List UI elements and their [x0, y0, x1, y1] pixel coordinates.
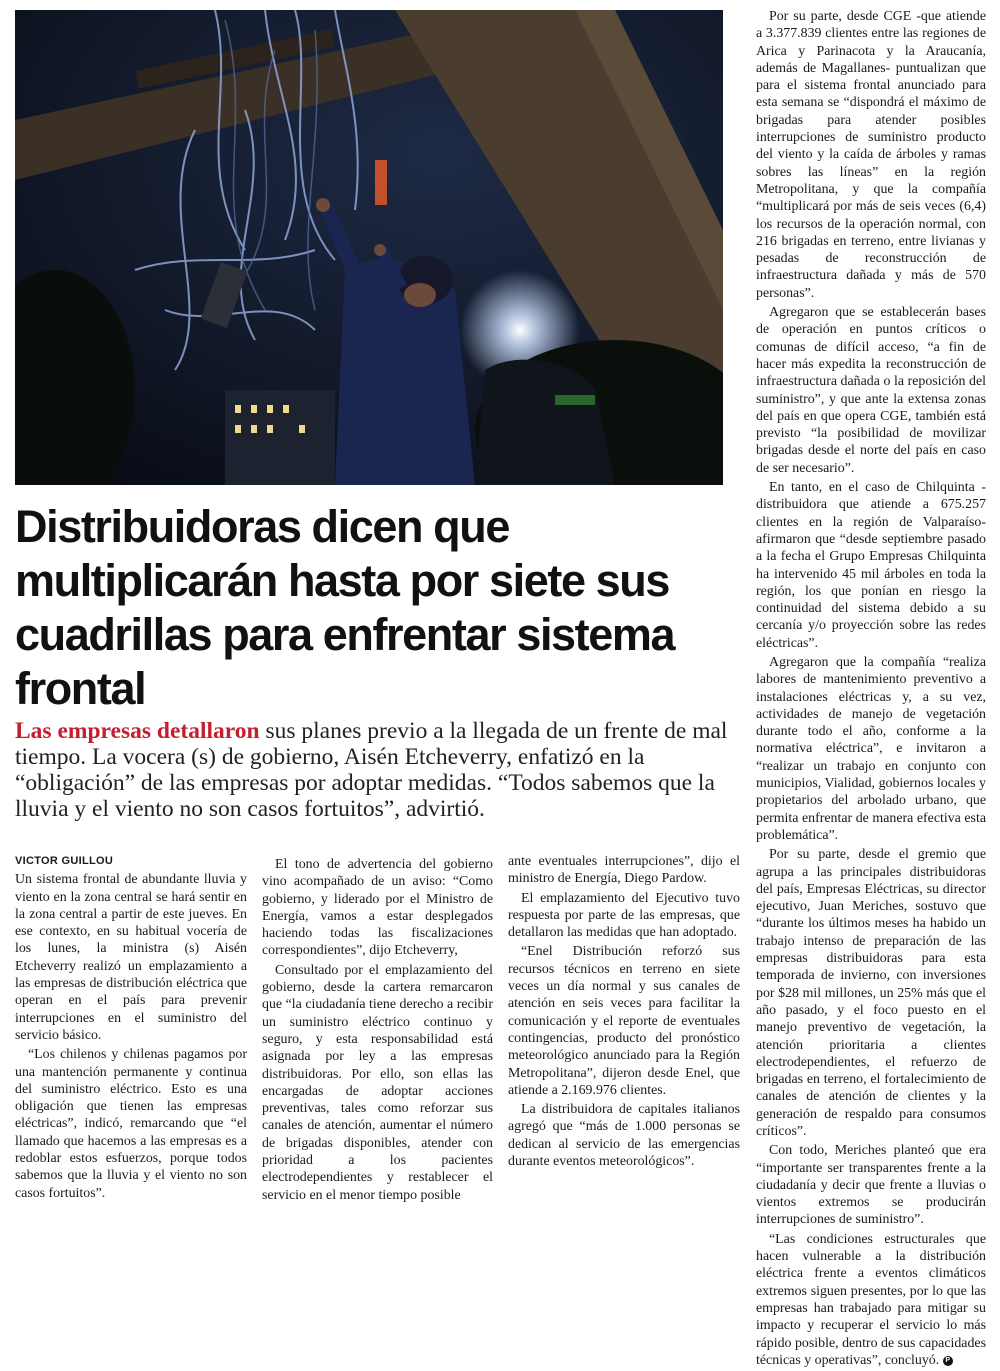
lede	[15, 718, 735, 822]
lede-text: sus planes previo a la llegada de un frente de mal tiempo. La vocera (s) de gobierno, Aisén Etcheverry, enfatizó en la “obligación” de las empresas por adoptar medidas. “Todos sabemos que la lluvia y el viento no son casos fortuitos”, advirtió.	[15, 718, 728, 822]
lede-accent: Las empresas detallaron	[15, 718, 260, 744]
paragraph: En tanto, en el caso de Chilquinta -distribuidora que atiende a 675.257 clientes en la región de Valparaíso- afirmaron que “desde septiembre pasado a la fecha el Grupo Empresas Chilquinta ha intervenido 45 mil árboles en toda la región, los que ponían en riesgo la continuidad del sistema debido a su cercanía y/o proyección sobre las redes eléctricas”.	[756, 480, 986, 651]
paragraph: Por su parte, desde el gremio que agrupa a las principales distribuidoras del país, Empresas Eléctricas, su director ejecutivo, Juan Meriches, sostuvo que “durante los últimos meses ha habido un trabajo intenso de preparación de las empresas distribuidoras para esta temporada de invierno, con inversiones por $28 mil millones, un 25% más que el año pasado, y el foco puesto en el manejo preventivo de vegetación, la atención prioritaria a clientes electrodependientes, el refuerzo de brigadas en terreno, el fortalecimiento de canales de atención de clientes y la generación de respaldo para consumos críticos”.	[756, 847, 986, 1139]
paragraph-last	[756, 1231, 986, 1369]
paragraph: Consultado por el emplazamiento del gobierno, desde la cartera remarcaron que “la ciudadanía tiene derecho a recibir un suministro eléctrico continuo y seguro, y esta responsabilidad está asignada por ley a las empresas distribuidoras. Por ello, son ellas las encargadas de adoptar acciones preventivas, tales como reforzar sus canales de atención, aumentar el número de brigadas disponibles, atender con prioridad a los pacientes electrodependientes y restablecer el servicio en el menor tiempo posible	[262, 962, 493, 1203]
paragraph: El tono de advertencia del gobierno vino acompañado de un aviso: “Como gobierno, y liderado por el Ministro de Energía, vamos a estar desplegados haciendo todas las fiscalizaciones correspondientes”, dijo Etcheverry,	[262, 857, 493, 959]
byline: VICTOR GUILLOU	[15, 855, 114, 867]
headline: Distribuidoras dicen que multiplicarán hasta por siete sus cuadrillas para enfrentar sistema frontal	[15, 501, 675, 714]
paragraph: “Los chilenos y chilenas pagamos por una mantención permanente y continua del suministro eléctrico. Esto es una obligación que tienen las empresas eléctricas”, indicó, remarcando que “el llamado que hacemos a las empresas es a redoblar estos esfuerzos, porque todos sabemos que la lluvia y el viento no son casos fortuitos”.	[15, 1047, 247, 1201]
column-1	[15, 853, 247, 1204]
column-4	[756, 8, 986, 1371]
paragraph: La distribuidora de capitales italianos agregó que “más de 1.000 personas se dedican al servicio de las emergencias durante eventos meteorológicos”.	[508, 1102, 740, 1170]
paragraph: ante eventuales interrupciones”, dijo el ministro de Energía, Diego Pardow.	[508, 854, 740, 887]
column-2	[262, 856, 493, 1206]
paragraph: Agregaron que la compañía “realiza labores de mantenimiento preventivo a instalaciones eléctricas y, a su vez, actividades de manejo de vegetación durante todo el año, conforme a la normativa eléctrica”, e invitaron a “realizar un trabajo en conjunto con municipios, Vialidad, gobiernos locales y propietarios del arbolado urbano, que permita enfrentar de manera efectiva esta problemática”.	[756, 654, 986, 843]
paragraph-last-text: “Las condiciones estructurales que hacen vulnerable a la distribución eléctrica frente a eventos climáticos extremos siguen presentes, por lo que las empresas han trabajado para mitigar su impacto y recuperar el servicio lo más rápido posible, dentro de sus capacidades técnicas y operativas”, concluyó.	[756, 1231, 986, 1368]
paragraph: Por su parte, desde CGE -que atiende a 3.377.839 clientes entre las regiones de Arica y Parinacota y la Araucanía, además de Magallanes- puntualizan que para el sistema frontal anunciado para esta semana se “dispondrá el máximo de brigadas para atender posibles interrupciones de suministro producto del viento y la caída de árboles y ramas sobres las líneas” en la región Metropolitana, y que la compañía “multiplicará por más de seis veces (6,4) los recursos de la operación normal, con 216 brigadas en terreno, entre livianas y pesadas de reconstrucción de infraestructura dañada y más de 570 personas”.	[756, 9, 986, 301]
photo-technician-icon	[15, 10, 723, 485]
paragraph: Con todo, Meriches planteó que era “importante ser transparentes frente a la ciudadanía y decir que frente a lluvias o vientos extremos se producirán interrupciones de suministro”.	[756, 1143, 986, 1228]
paragraph: El emplazamiento del Ejecutivo tuvo respuesta por parte de las empresas, que detallaron las medidas que han adoptado.	[508, 890, 740, 941]
paragraph: Un sistema frontal de abundante lluvia y viento en la zona central se hará sentir en la zona central a partir de este jueves. En ese contexto, en su habitual vocería de los lunes, la ministra (s) Aisén Etcheverry realizó un emplazamiento a las empresas de distribución eléctrica que operan en el país para prevenir interrupciones en el suministro del servicio básico.	[15, 872, 247, 1043]
paragraph: “Enel Distribución reforzó sus recursos técnicos en terreno en siete veces un día normal y sus canales de atención en seis veces para facilitar la comunicación y el reporte de eventuales contingencias, producto del pronóstico meteorológico anunciado para la Región Metropolitana”, dijeron desde Enel, que atiende a 2.169.976 clientes.	[508, 944, 740, 1098]
article-photo	[15, 10, 723, 485]
column-3	[508, 853, 740, 1172]
paragraph: Agregaron que se establecerán bases de operación en puntos críticos o comunas de difícil acceso, “a fin de hacer más expedita la reconstrucción de infraestructura dañada o la reposición del suministro”, y que ante la extensa zonas del país en que opera CGE, también está previsto “la posibilidad de movilizar brigadas desde el norte del país en caso de ser necesario”.	[756, 305, 986, 476]
end-mark-icon: P	[943, 1356, 953, 1366]
